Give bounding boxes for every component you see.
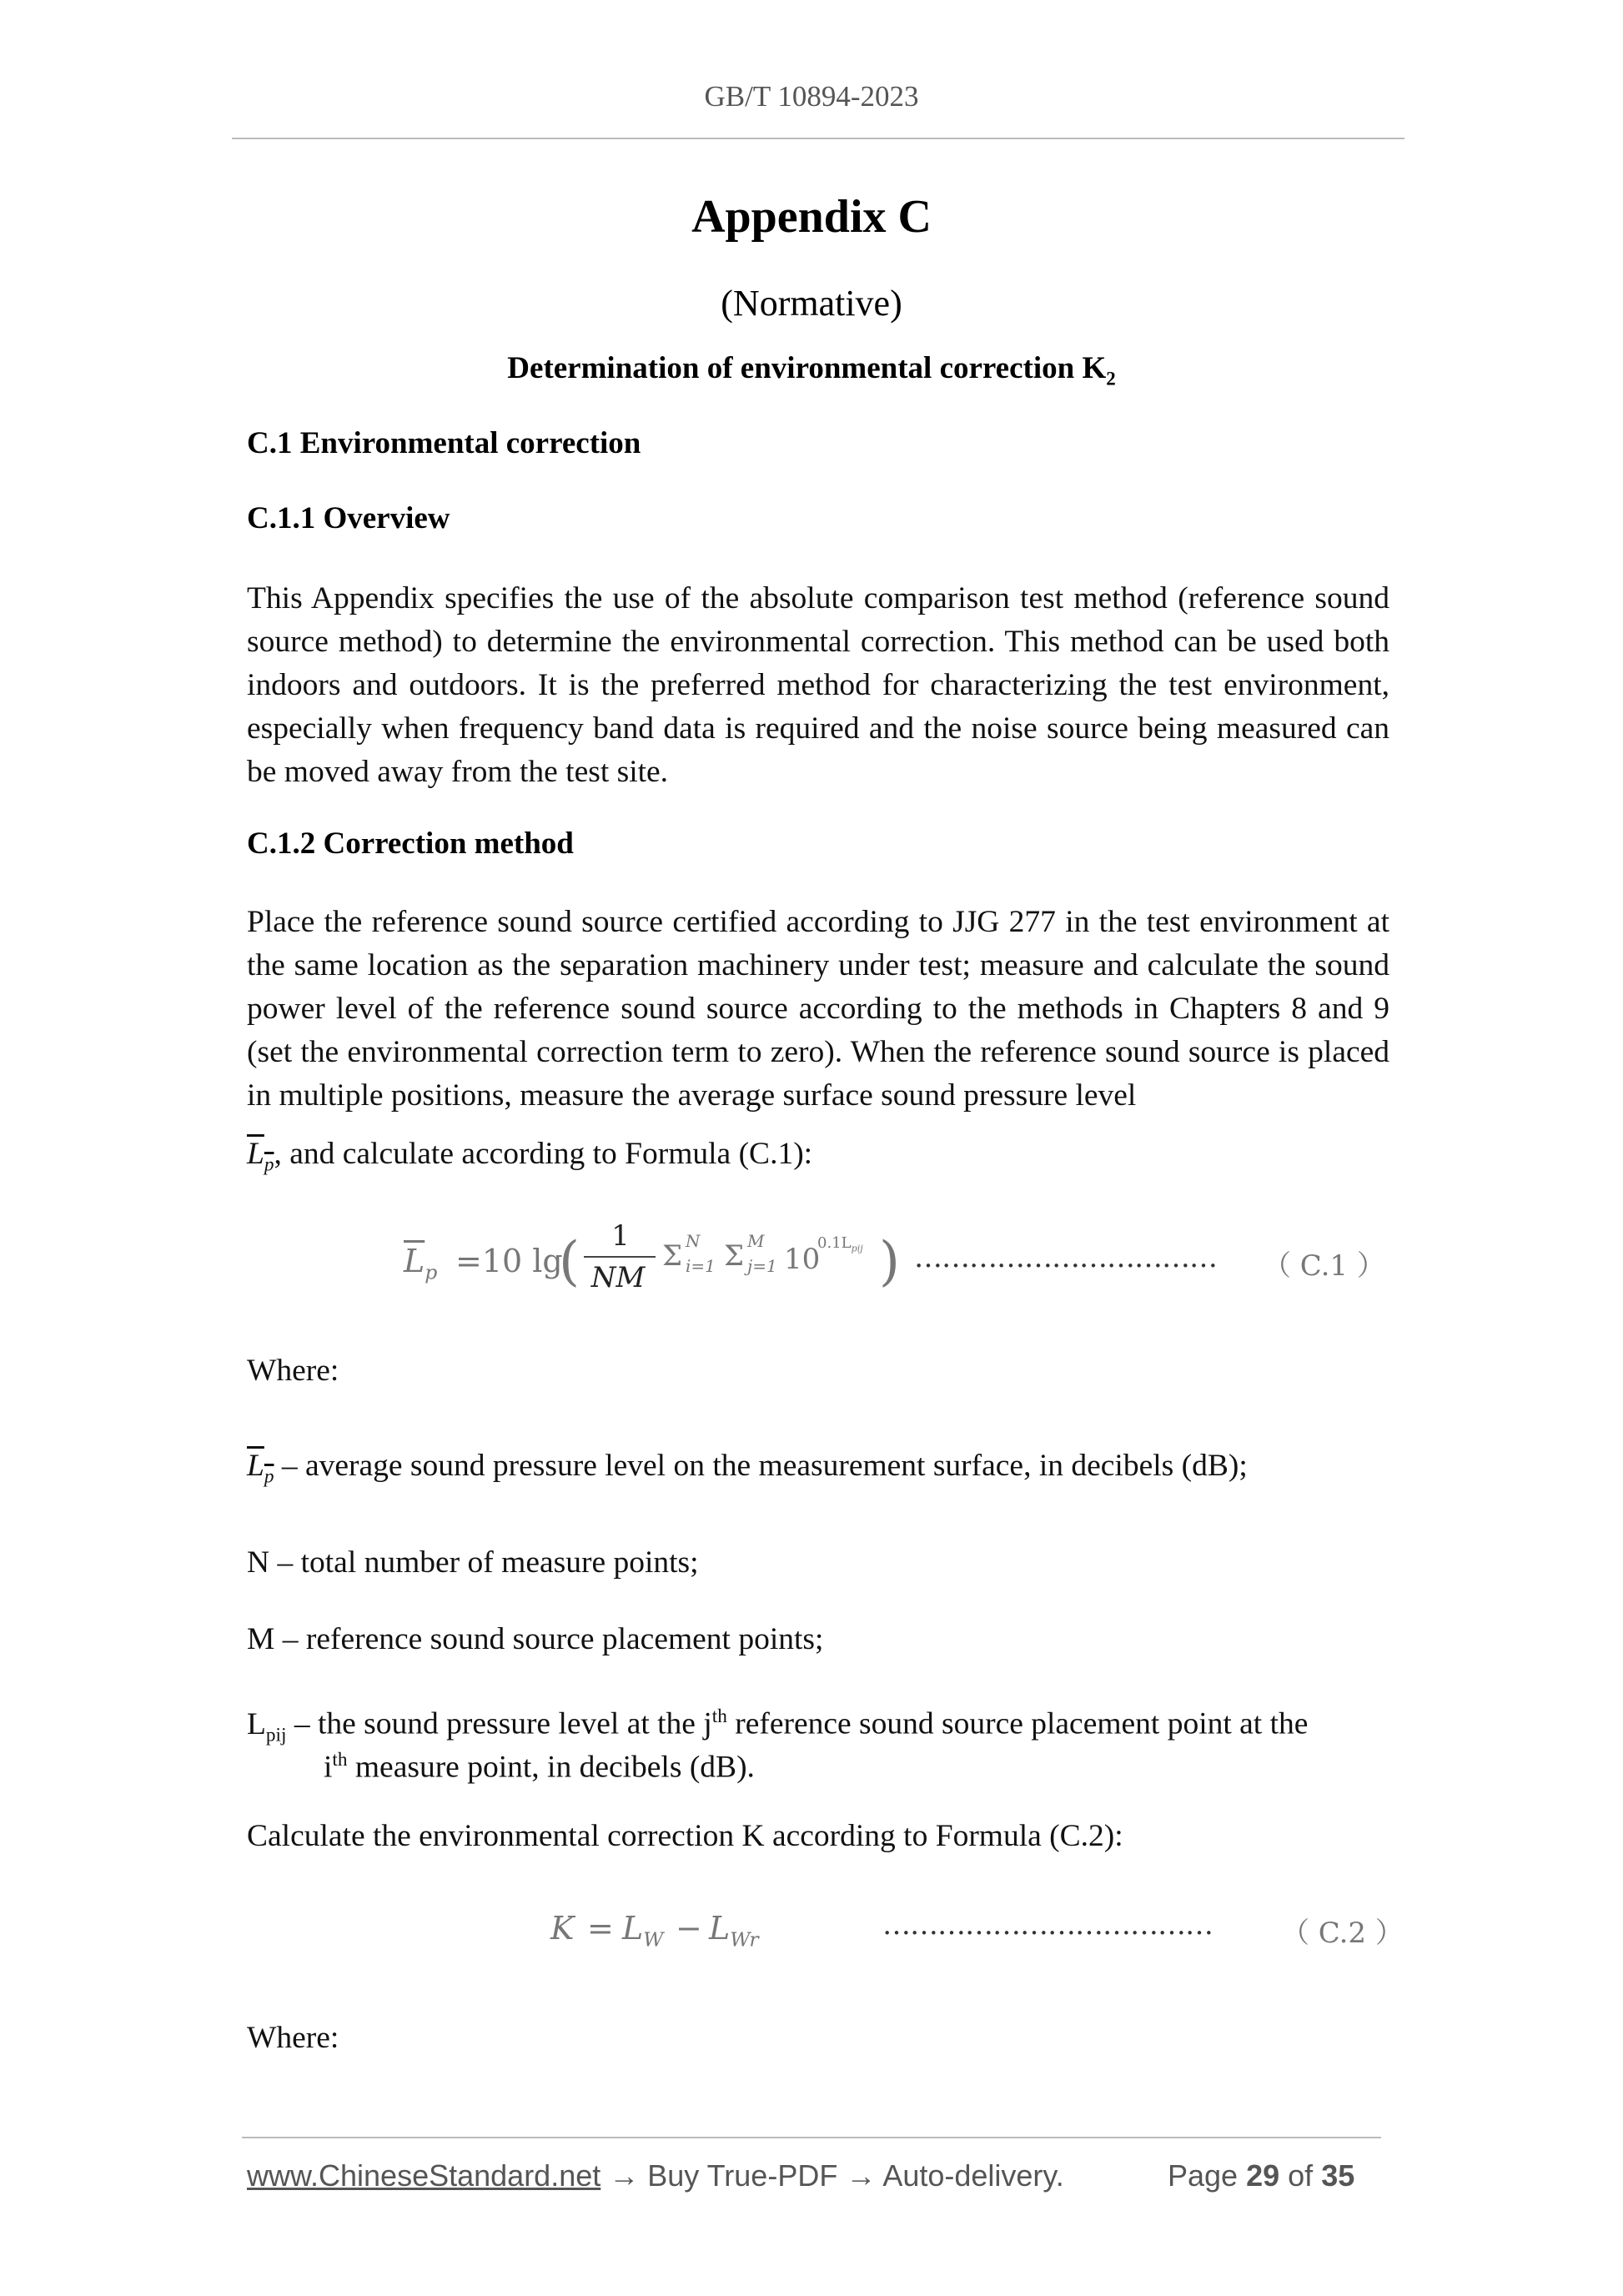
formula-c1-power-exponent: $0.1L_{pij}$ <box>817 1234 863 1254</box>
formula-c1-equals: =10 lg <box>455 1243 563 1279</box>
appendix-subject-subscript: 2 <box>1106 368 1116 389</box>
formula-c1-sum-j-upper: M <box>747 1231 765 1251</box>
calc-k-line: Calculate the environmental correction K according to Formula (C.2): <box>247 1819 1123 1853</box>
current-page-number: 29 <box>1246 2158 1280 2193</box>
appendix-subject-text: Determination of environmental correction K <box>507 351 1107 385</box>
footer-promo <box>247 2158 1064 2193</box>
formula-intro-text: , and calculate according to Formula (C.1): <box>274 1137 813 1171</box>
footer-promo-text: → Buy True-PDF → Auto-delivery. <box>600 2158 1064 2193</box>
formula-c1-fraction-bar <box>584 1256 656 1258</box>
formula-c1-open-paren: ( <box>559 1231 580 1293</box>
formula-c1-numerator: 1 <box>611 1219 630 1253</box>
formula-c1-sum-i: Σ <box>662 1239 683 1273</box>
total-page-count: 35 <box>1321 2158 1355 2193</box>
formula-c2-minus: − <box>676 1910 702 1947</box>
definition-lp: $L_p$ – average sound pressure level on the measurement surface, in decibels (dB); <box>247 1449 1248 1488</box>
formula-c1-sum-i-lower: i=1 <box>686 1256 716 1276</box>
where-label-2: Where: <box>247 2021 339 2055</box>
footer-site-link[interactable]: www.ChineseStandard.net <box>247 2158 601 2193</box>
formula-c2-lw: $L_W$ <box>622 1910 664 1952</box>
formula-c1-leader: …………………………… <box>914 1241 1217 1274</box>
where-label-1: Where: <box>247 1354 339 1388</box>
overview-paragraph: This Appendix specifies the use of the absolute comparison test method (reference sound source method) to determine the environmental correction. This method can be used both indoors and outdoors. It is the preferred method for characterizing the test environment, especially when frequency band data is required and the noise source being measured can be moved away from the test site. <box>247 581 1389 789</box>
formula-c1-label: （ C.1 ） <box>1263 1249 1385 1283</box>
lp-symbol: $L_p$ <box>247 1137 274 1176</box>
formula-c1-sum-i-upper: N <box>686 1231 701 1251</box>
definition-lp-symbol: $L_p$ <box>247 1449 274 1488</box>
correction-method-paragraph: Place the reference sound source certified according to JJG 277 in the test environment at the same location as the separation machinery under test; measure and calculate the sound power level of the reference sound source according to the methods in Chapters 8 and 9 (set the environmental correction term to zero). When the reference sound source is placed in multiple positions, measure the average surface sound pressure level <box>247 905 1389 1113</box>
definition-lpij: $L_{pij}$ – the sound pressure level at the $j^{th}$ reference sound source placement point at the <box>247 1706 1309 1746</box>
formula-c1-sum-j: Σ <box>724 1239 745 1273</box>
appendix-subject <box>0 350 1623 389</box>
formula-c2-k: K <box>550 1910 575 1947</box>
formula-c2-leader: ……………………………… <box>882 1908 1213 1942</box>
formula-c1-denominator: NM <box>590 1261 646 1294</box>
page-header: GB/T 10894-2023 <box>704 80 919 113</box>
formula-c1-lhs: $\overline{L}_p$ <box>404 1243 438 1284</box>
appendix-type: (Normative) <box>721 283 902 324</box>
page-indicator: Page 29 of 35 <box>1168 2158 1355 2193</box>
formula-c2-equals: = <box>587 1910 614 1947</box>
header-divider <box>232 138 1404 139</box>
formula-c1-close-paren: ) <box>879 1231 900 1293</box>
definition-n: N – total number of measure points; <box>247 1545 699 1580</box>
section-heading-c12: C.1.2 Correction method <box>247 826 574 861</box>
section-heading-c11: C.1.1 Overview <box>247 501 450 535</box>
definition-m: M – reference sound source placement points; <box>247 1622 824 1656</box>
formula-c2 <box>550 1908 1404 1960</box>
section-heading-c1: C.1 Environmental correction <box>247 426 641 460</box>
formula-c1 <box>404 1219 1404 1311</box>
formula-c1-power-base: 10 <box>784 1243 821 1276</box>
formula-c1-sum-j-lower: j=1 <box>747 1256 777 1276</box>
formula-intro-line <box>247 1133 1414 1187</box>
formula-c2-label: （ C.2 ） <box>1281 1917 1404 1950</box>
formula-c2-lwr: $L_{Wr}$ <box>709 1910 759 1952</box>
definition-lpij-symbol: $L_{pij}$ <box>247 1706 287 1746</box>
appendix-title: Appendix C <box>691 191 932 243</box>
definition-lpij-continued: $i^{th}$ measure point, in decibels (dB). <box>324 1749 755 1785</box>
footer-divider <box>242 2137 1381 2138</box>
